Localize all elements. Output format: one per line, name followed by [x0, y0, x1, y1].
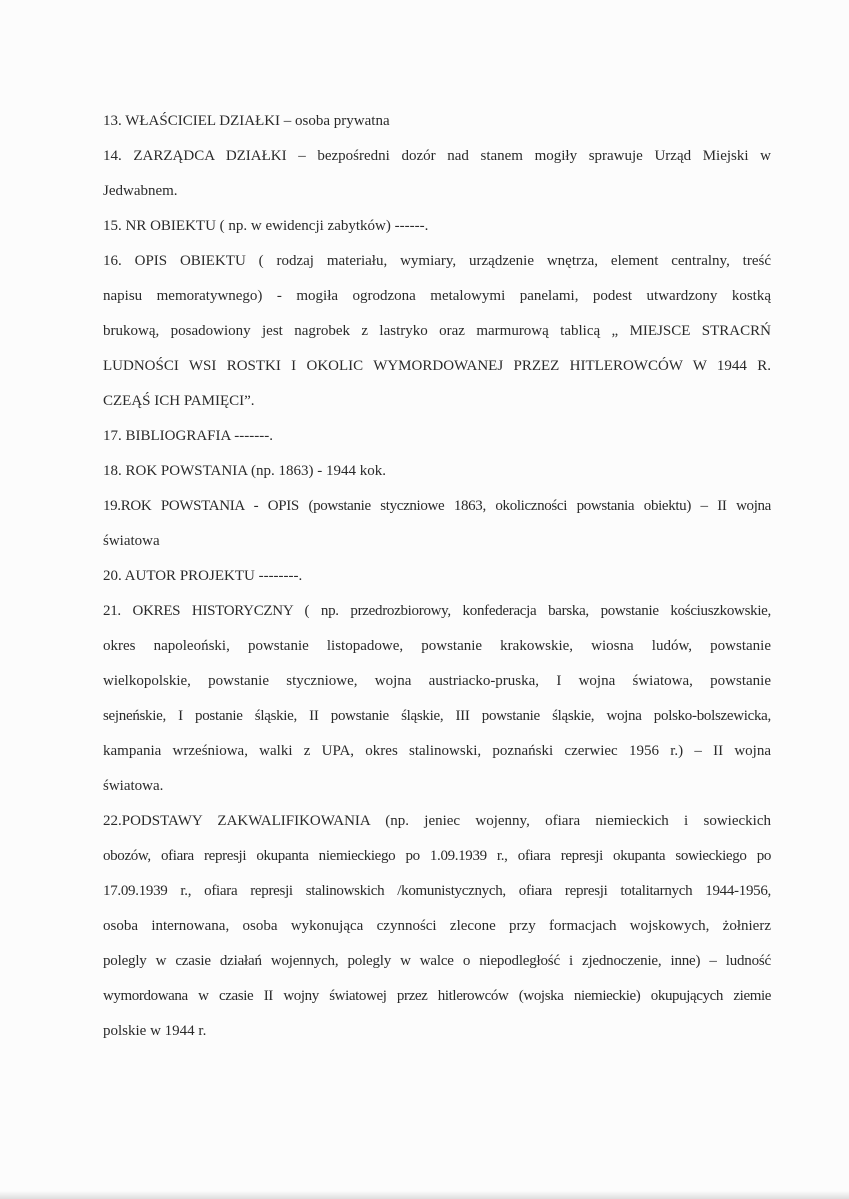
line-16-cont-1: napisu memoratywnego) - mogiła ogrodzona metalowymi panelami, podest utwardzony kostką — [103, 288, 771, 304]
line-22-cont-3: osoba internowana, osoba wykonująca czynności zlecone przy formacjach wojskowych, żołnierz — [103, 918, 771, 934]
line-16-cont-3: LUDNOŚCI WSI ROSTKI I OKOLIC WYMORDOWANEJ PRZEZ HITLEROWCÓW W 1944 R. — [103, 358, 771, 374]
line-19-year-description: 19.ROK POWSTANIA - OPIS (powstanie styczniowe 1863, okoliczności powstania obiektu) – II wojna — [103, 498, 771, 514]
line-14-cont: Jedwabnem. — [103, 183, 178, 199]
line-16-cont-4: CZEĄŚ ICH PAMIĘCI”. — [103, 393, 255, 409]
line-22-qualification: 22.PODSTAWY ZAKWALIFIKOWANIA (np. jeniec wojenny, ofiara niemieckich i sowieckich — [103, 813, 771, 829]
line-22-cont-4: polegly w czasie działań wojennych, polegly w walce o niepodległość i zjednoczenie, inne) – ludność — [103, 953, 771, 969]
line-21-cont-4: kampania wrześniowa, walki z UPA, okres stalinowski, poznański czerwiec 1956 r.) – II wojna — [103, 743, 771, 759]
line-22-cont-2: 17.09.1939 r., ofiara represji stalinowskich /komunistycznych, ofiara represji totalitarnych 1944-1956, — [103, 883, 771, 899]
line-18-year: 18. ROK POWSTANIA (np. 1863) - 1944 kok. — [103, 463, 386, 479]
line-17-bibliography: 17. BIBLIOGRAFIA -------. — [103, 428, 273, 444]
scan-edge-shadow — [0, 1191, 849, 1199]
line-20-author: 20. AUTOR PROJEKTU --------. — [103, 568, 303, 584]
line-21-cont-2: wielkopolskie, powstanie styczniowe, wojna austriacko-pruska, I wojna światowa, powstanie — [103, 673, 771, 689]
line-22-cont-1: obozów, ofiara represji okupanta niemieckiego po 1.09.1939 r., ofiara represji okupanta sowieckiego po — [103, 848, 771, 864]
line-16-description: 16. OPIS OBIEKTU ( rodzaj materiału, wymiary, urządzenie wnętrza, element centralny, treść — [103, 253, 771, 269]
document-body — [103, 110, 771, 1055]
line-21-period: 21. OKRES HISTORYCZNY ( np. przedrozbiorowy, konfederacja barska, powstanie kościuszkowskie, — [103, 603, 771, 619]
line-21-cont-3: sejneńskie, I postanie śląskie, II powstanie śląskie, III powstanie śląskie, wojna polsko-bolszewicka, — [103, 708, 771, 724]
line-19-cont: światowa — [103, 533, 160, 549]
line-22-cont-5: wymordowana w czasie II wojny światowej przez hitlerowców (wojska niemieckie) okupujących ziemie — [103, 988, 771, 1004]
line-16-cont-2: brukową, posadowiony jest nagrobek z lastryko oraz marmurową tablicą „ MIEJSCE STRACRŃ — [103, 323, 771, 339]
line-14-manager: 14. ZARZĄDCA DZIAŁKI – bezpośredni dozór nad stanem mogiły sprawuje Urząd Miejski w — [103, 148, 771, 164]
line-15-object-number: 15. NR OBIEKTU ( np. w ewidencji zabytków) ------. — [103, 218, 429, 234]
line-21-cont-1: okres napoleoński, powstanie listopadowe, powstanie krakowskie, wiosna ludów, powstanie — [103, 638, 771, 654]
line-22-cont-6: polskie w 1944 r. — [103, 1023, 207, 1039]
line-21-cont-5: światowa. — [103, 778, 164, 794]
line-13-owner: 13. WŁAŚCICIEL DZIAŁKI – osoba prywatna — [103, 113, 390, 129]
